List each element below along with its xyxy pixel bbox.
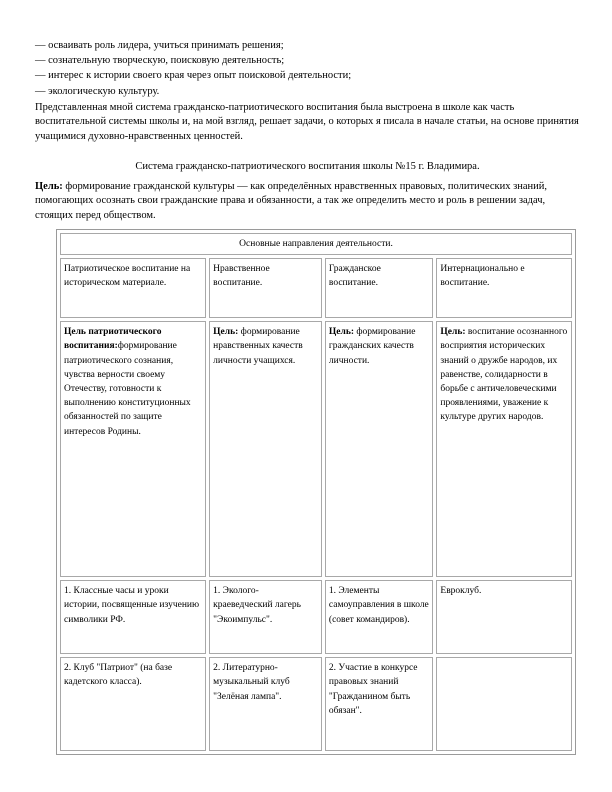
intro-paragraph: Представленная мной система гражданско-патриотического воспитания была выстроена в школе как часть воспитательной системы школы и, на мой взгляд, решает задачи, о которых я писала в начале статьи, на основе принятия учащимися духовно-нравственных ценностей. xyxy=(35,102,579,142)
bullet-list xyxy=(35,38,351,99)
table-cell: Евроклуб. xyxy=(436,580,572,654)
goal-cell-text: формирование нравственных качеств личности учащихся. xyxy=(213,327,303,366)
goal-paragraph xyxy=(35,180,580,223)
goal-cell xyxy=(436,321,572,577)
table-cell: 1. Классные часы и уроки истории, посвященные изучению символики РФ. xyxy=(60,580,206,654)
bullet-item: — интерес к истории своего края через опыт поисковой деятельности; xyxy=(35,70,352,82)
bullet-item: — экологическую культуру. xyxy=(35,85,160,97)
goal-cell-label: Цель: xyxy=(328,327,355,338)
table-cell: 1. Эколого-краеведческий лагерь "Экоимпульс". xyxy=(209,580,322,654)
goal-text: формирование гражданской культуры — как определённых нравственных правовых, политических знаний, помогающих осознать свои гражданские права и обязанности, а так же определить место и роль в решении задач, стоящих перед обществом. xyxy=(35,181,548,221)
goal-cell-text: формирование гражданских качеств личности. xyxy=(328,327,416,366)
table-cell: 1. Элементы самоуправления в школе (совет командиров). xyxy=(325,580,433,654)
goal-cell xyxy=(60,321,206,577)
system-title: Система гражданско-патриотического воспитания школы №15 г. Владимира. xyxy=(135,161,480,172)
table-cell: 2. Литературно-музыкальный клуб "Зелёная лампа". xyxy=(209,657,322,751)
goal-cell-label: Цель: xyxy=(213,327,239,338)
table-cell: 2. Участие в конкурсе правовых знаний "Гражданином быть обязан". xyxy=(325,657,433,751)
direction-cell: Интернационально е воспитание. xyxy=(436,258,572,318)
goal-label: Цель: xyxy=(35,181,63,192)
direction-cell: Гражданское воспитание. xyxy=(325,258,433,318)
goal-cell-label: Цель: xyxy=(440,327,466,338)
table-cell: 2. Клуб "Патриот" (на базе кадетского класса). xyxy=(60,657,206,751)
goal-cell-label: Цель патриотического воспитания: xyxy=(64,327,162,352)
bullet-item: — сознательную творческую, поисковую деятельность; xyxy=(35,55,285,67)
goal-cell xyxy=(209,321,322,577)
direction-cell: Нравственное воспитание. xyxy=(209,258,322,318)
direction-cell: Патриотическое воспитание на историческом материале. xyxy=(60,258,206,318)
goal-cell-text: воспитание осознанного восприятия исторических знаний о дружбе народов, их равенстве, солидарности в борьбе с античеловеческими проявлениями, уважение к культуре других народов. xyxy=(440,327,568,423)
table-cell xyxy=(436,657,572,751)
bullet-item: — осваивать роль лидера, учиться принимать решения; xyxy=(35,40,284,51)
goal-cell xyxy=(325,321,433,577)
directions-table xyxy=(56,229,576,755)
table-header: Основные направления деятельности. xyxy=(60,233,572,255)
goal-cell-text: формирование патриотического сознания, чувства верности своему Отечеству, готовности к выполнению конституционных обязанностей по защите интересов Родины. xyxy=(64,341,191,437)
